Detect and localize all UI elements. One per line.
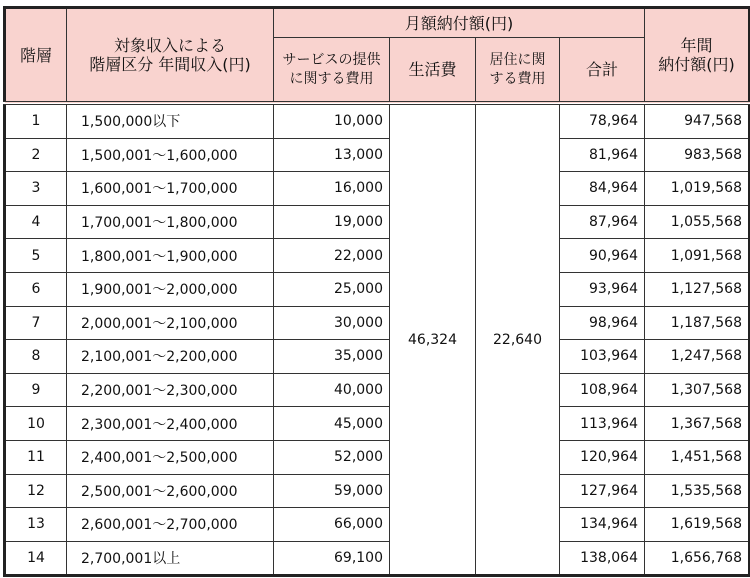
total-cell: 84,964 (560, 172, 645, 206)
tier-cell: 12 (5, 474, 67, 508)
income-cell: 2,500,001～2,600,000 (67, 474, 274, 508)
total-cell: 113,964 (560, 407, 645, 441)
service-cost-cell: 10,000 (274, 103, 390, 138)
total-cell: 87,964 (560, 205, 645, 239)
total-cell: 93,964 (560, 272, 645, 306)
service-cost-cell: 66,000 (274, 508, 390, 542)
income-cell: 1,700,001～1,800,000 (67, 205, 274, 239)
tier-cell: 2 (5, 138, 67, 172)
service-cost-cell: 16,000 (274, 172, 390, 206)
annual-cell: 1,019,568 (645, 172, 750, 206)
annual-cell: 1,619,568 (645, 508, 750, 542)
fee-table (3, 6, 750, 577)
income-cell: 2,600,001～2,700,000 (67, 508, 274, 542)
header-total: 合計 (560, 38, 645, 104)
service-cost-cell: 30,000 (274, 306, 390, 340)
total-cell: 138,064 (560, 541, 645, 576)
annual-cell: 1,535,568 (645, 474, 750, 508)
table-row (5, 440, 750, 474)
table-row (5, 306, 750, 340)
service-cost-cell: 52,000 (274, 440, 390, 474)
table-row (5, 103, 750, 138)
table-row (5, 272, 750, 306)
header-living: 生活費 (390, 38, 476, 104)
income-cell: 2,200,001～2,300,000 (67, 373, 274, 407)
tier-cell: 8 (5, 340, 67, 374)
table-row (5, 541, 750, 576)
header-housing: 居住に関 する費用 (476, 38, 560, 104)
header-tier: 階層 (5, 8, 67, 104)
service-cost-cell: 59,000 (274, 474, 390, 508)
total-cell: 98,964 (560, 306, 645, 340)
income-cell: 1,600,001～1,700,000 (67, 172, 274, 206)
service-cost-cell: 22,000 (274, 239, 390, 273)
total-cell: 127,964 (560, 474, 645, 508)
table-row (5, 172, 750, 206)
service-cost-cell: 25,000 (274, 272, 390, 306)
annual-cell: 1,127,568 (645, 272, 750, 306)
income-cell: 2,300,001～2,400,000 (67, 407, 274, 441)
tier-cell: 14 (5, 541, 67, 576)
tier-cell: 13 (5, 508, 67, 542)
income-cell: 2,400,001～2,500,000 (67, 440, 274, 474)
tier-cell: 7 (5, 306, 67, 340)
tier-cell: 10 (5, 407, 67, 441)
total-cell: 81,964 (560, 138, 645, 172)
income-cell: 1,500,000以下 (67, 103, 274, 138)
total-cell: 103,964 (560, 340, 645, 374)
annual-cell: 1,367,568 (645, 407, 750, 441)
header-monthly: 月額納付額(円) (274, 8, 645, 38)
living-cost-cell: 46,324 (390, 103, 476, 576)
annual-cell: 1,451,568 (645, 440, 750, 474)
tier-cell: 9 (5, 373, 67, 407)
table-row (5, 138, 750, 172)
tier-cell: 1 (5, 103, 67, 138)
tier-cell: 3 (5, 172, 67, 206)
annual-cell: 1,247,568 (645, 340, 750, 374)
service-cost-cell: 19,000 (274, 205, 390, 239)
housing-cost-cell: 22,640 (476, 103, 560, 576)
income-cell: 2,000,001～2,100,000 (67, 306, 274, 340)
service-cost-cell: 40,000 (274, 373, 390, 407)
table-row (5, 373, 750, 407)
annual-cell: 1,055,568 (645, 205, 750, 239)
annual-cell: 1,187,568 (645, 306, 750, 340)
header-service: サービスの提供 に関する費用 (274, 38, 390, 104)
table-row (5, 340, 750, 374)
total-cell: 78,964 (560, 103, 645, 138)
income-cell: 2,100,001～2,200,000 (67, 340, 274, 374)
service-cost-cell: 69,100 (274, 541, 390, 576)
tier-cell: 4 (5, 205, 67, 239)
table-row (5, 508, 750, 542)
service-cost-cell: 45,000 (274, 407, 390, 441)
header-annual: 年間 納付額(円) (645, 8, 750, 104)
tier-cell: 11 (5, 440, 67, 474)
income-cell: 1,500,001～1,600,000 (67, 138, 274, 172)
annual-cell: 1,091,568 (645, 239, 750, 273)
annual-cell: 947,568 (645, 103, 750, 138)
table-row (5, 407, 750, 441)
table-row (5, 205, 750, 239)
table-row (5, 474, 750, 508)
table-row (5, 239, 750, 273)
total-cell: 90,964 (560, 239, 645, 273)
header-income: 対象収入による 階層区分 年間収入(円) (67, 8, 274, 104)
tier-cell: 5 (5, 239, 67, 273)
income-cell: 2,700,001以上 (67, 541, 274, 576)
total-cell: 120,964 (560, 440, 645, 474)
income-cell: 1,800,001～1,900,000 (67, 239, 274, 273)
tier-cell: 6 (5, 272, 67, 306)
service-cost-cell: 35,000 (274, 340, 390, 374)
annual-cell: 1,307,568 (645, 373, 750, 407)
annual-cell: 983,568 (645, 138, 750, 172)
total-cell: 134,964 (560, 508, 645, 542)
service-cost-cell: 13,000 (274, 138, 390, 172)
annual-cell: 1,656,768 (645, 541, 750, 576)
income-cell: 1,900,001～2,000,000 (67, 272, 274, 306)
total-cell: 108,964 (560, 373, 645, 407)
